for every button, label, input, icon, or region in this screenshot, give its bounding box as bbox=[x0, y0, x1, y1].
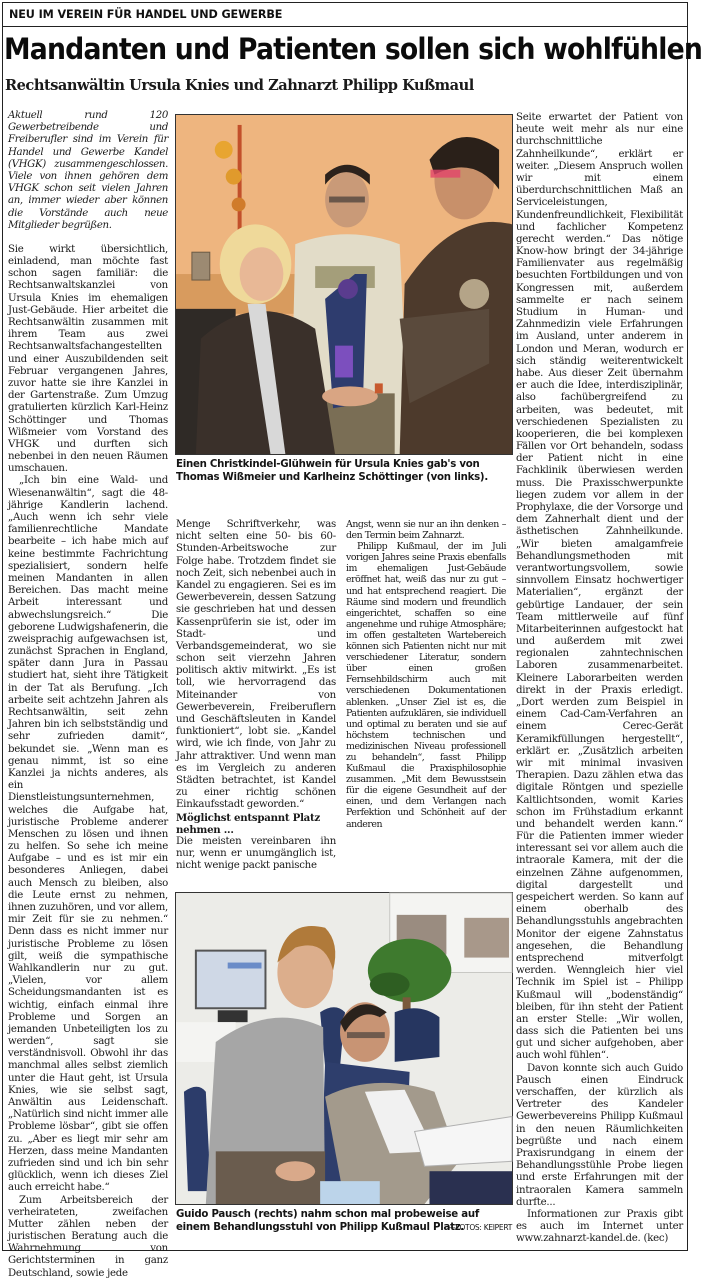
kicker-text: NEU IM VEREIN FÜR HANDEL UND GEWERBE bbox=[9, 8, 283, 21]
body-paragraph: Informationen zur Praxis gibt es auch im Internet unter www.zahnarzt-kandel.de. (kec) bbox=[516, 1208, 683, 1245]
intro-paragraph: Aktuell rund 120 Gewerbetreibende und Freiberufler sind im Verein für Handel und Gewerbe Kandel (VHGK) zusammengeschlossen. Viele von ihnen gehören dem VHGK schon seit vielen Jahren an, immer wieder aber können die Vorstände auch neue Mitglieder begrüßen. bbox=[8, 110, 168, 231]
subheading: Möglichst entspannt Platz nehmen ... bbox=[176, 811, 321, 836]
column-2 bbox=[176, 519, 336, 872]
body-paragraph: Die meisten vereinbaren ihn nur, wenn er unumgänglich ist, nicht wenige packt panische bbox=[176, 835, 336, 872]
body-paragraph: Angst, wenn sie nur an ihn denken – den Termin beim Zahnarzt. bbox=[346, 519, 506, 542]
body-paragraph: „Ich bin eine Wald- und Wiesenanwältin“, sagt die 48-jährige Kandlerin lachend. „Auch wenn ich sehr viele familienrechtliche Mandate bearbeite – ich habe mich auf keine bestimmte Fachrichtung spezialisiert, sondern helfe meinen Mandanten in allen Bereichen. Das macht meine Arbeit interessant und abwechslungsreich.“ Die geborene Ludwigshafenerin, die zweisprachig aufgewachsen ist, zunächst Sprachen in England, später dann Jura in Passau studiert hat, sieht ihre Tätigkeit in der Tat als Berufung. „Ich arbeite seit achtzehn Jahren als Rechtsanwältin, seit zehn Jahren bin ich selbstständig und sehr zufrieden damit“, bekundet sie. „Wenn man es genau nimmt, ist so eine Kanzlei ja nichts anderes, als ein Dienstleistungsunternehmen, welches die Aufgabe hat, juristische Probleme anderer Menschen zu lösen und ihnen zu helfen. So sehe ich meine Aufgabe – und es ist mir ein besonderes Anliegen, dabei auch Mensch zu bleiben, also die Leute ernst zu nehmen, ihnen zuzuhören, und vor allem, mir Zeit für sie zu nehmen.“ Denn dass es nicht immer nur juristische Probleme zu lösen gilt, weiß die sympathische Wahlkandlerin nur zu gut. „Vielen, vor allem Scheidungsmandanten ist es wichtig, einfach einmal ihre Probleme und Sorgen an jemanden Unbeteiligten los zu werden“, sagt sie verständnisvoll. Obwohl ihr das manchmal alles selbst ziemlich unter die Haut geht, ist Ursula Knies, wie sie selbst sagt, Anwältin aus Leidenschaft. „Natürlich sind nicht immer alle Probleme lösbar“, gibt sie offen zu. „Aber es liegt mir sehr am Herzen, dass meine Mandanten zufrieden sind und ich bin sehr glücklich, wenn ich dieses Ziel auch erreicht habe.“ bbox=[8, 475, 169, 1194]
body-paragraph: Seite erwartet der Patient von heute weit mehr als nur eine durchschnittliche Zahnheilkunde“, erklärt er weiter. „Diesem Anspruch wollen wir mit einem überdurchschnittlichen Maß an Serviceleistungen, Kundenfreundlichkeit, Flexibilität und fachlicher Kompetenz gerecht werden.“ Das nötige Know-how bringt der 34-jährige Familienvater aus regelmäßig besuchten Fortbildungen und von Kongressen mit, außerdem sammelte er nach seinem Studium in Human- und Zahnmedizin viele Erfahrungen im Ausland, unter anderem in London und Meran, wodurch er sich ständig weiterentwickelt habe. Aus dieser Zeit übernahm er auch die Idee, interdisziplinär, also fachübergreifend zu arbeiten, was bedeutet, mit verschiedenen Spezialisten zu kooperieren, die bei komplexen Fällen vor Ort behandeln, sodass der Patient nicht in eine Fachklinik überwiesen werden muss. Die Praxisschwerpunkte liegen zudem vor allem in der Prophylaxe, die der Vorsorge und dem Zahnerhalt dient und der ästhetischen Zahnheilkunde. „Wir bieten amalgamfreie Behandlungsmethoden mit verantwortungsvollem, sowie sinnvollem Einsatz hochwertiger Materialien“, ergänzt der gebürtige Landauer, der sein Team mittlerweile auf fünf Mitarbeiterinnen aufgestockt hat und außerdem mit zwei regionalen zahntechnischen Laboren zusammenarbeitet. Kleinere Laborarbeiten werden direkt in der Praxis erledigt. „Dort werden zum Beispiel in einem Cad-Cam-Verfahren an einem Cerec-Gerät Keramikfüllungen hergestellt“, erklärt er. „Zusätzlich arbeiten wir mit minimal invasiven Therapien. Dazu zählen etwa das digitale Röntgen und spezielle Kaltlichtsonden, womit Karies schon im Frühstadium erkannt und behandelt werden kann.“ Für die Patienten immer wieder interessant sei vor allem auch die intraorale Kamera, mit der die einzelnen Zähne aufgenommen, digital dargestellt und gespeichert werden. So kann auf einem oberhalb des Behandlungsstuhls angebrachten Monitor der eigene Zahnstatus angesehen, die Behandlung entsprechend mitverfolgt werden. Wenngleich hier viel Technik im Spiel ist – Philipp Kußmaul will „bodenständig“ bleiben, für ihn steht der Patient an erster Stelle: „Wir wollen, dass sich die Patienten bei uns gut und sicher aufgehoben, aber auch wohl fühlen“. bbox=[516, 112, 683, 1062]
section-kicker bbox=[3, 3, 687, 27]
photo-2-caption bbox=[176, 1209, 513, 1234]
photo-2-caption-text: Guido Pausch (rechts) nahm schon mal probeweise auf einem Behandlungsstuhl von Philipp Kußmaul Platz. bbox=[176, 1209, 480, 1233]
body-paragraph: Philipp Kußmaul, der im Juli vorigen Jahres seine Praxis ebenfalls im ehemaligen Just-Gebäude eröffnet hat, weiß das nur zu gut – und hat entsprechend reagiert. Die Räume sind modern und freundlich eingerichtet, schaffen so eine angenehme und ruhige Atmosphäre; im offen gestalteten Wartebereich können sich Patienten nicht nur mit verschiedener Literatur, sondern über einen großen Fernsehbildschirm auch mit verschiedenen Dokumentationen ablenken. „Unser Ziel ist es, die Patienten aufzuklären, sie individuell und optimal zu beraten und sie auf höchstem technischen und medizinischen Niveau professionell zu behandeln“, fasst Philipp Kußmaul die Praxisphilosophie zusammen. „Mit dem Bewusstsein für die eigene Gesundheit auf der einen, und dem Verlangen nach Perfektion und Schönheit auf der anderen bbox=[346, 541, 506, 830]
photo-2-image bbox=[176, 893, 512, 1204]
body-paragraph: Davon konnte sich auch Guido Pausch einen Eindruck verschaffen, der kürzlich als Vertreter des Kandeler Gewerbevereins Philipp Kußmaul in den neuen Räumlichkeiten begrüßte und nach einem Praxisrundgang in einem der Behandlungsstühle Probe liegen und erste Erfahrungen mit der intraoralen Kamera sammeln durfte... bbox=[516, 1062, 683, 1208]
body-paragraph: Zum Arbeitsbereich der verheirateten, zweifachen Mutter zählen neben der juristischen Beratung auch die Wahrnehmung von Gerichtsterminen in ganz Deutschland, sowie jede bbox=[8, 1194, 168, 1279]
photo-1-caption: Einen Christkindel-Glühwein für Ursula Knies gab's von Thomas Wißmeier und Karlheinz Schöttinger (von links). bbox=[176, 459, 488, 483]
photo-1-image bbox=[176, 115, 512, 454]
body-paragraph: Menge Schriftverkehr, was nicht selten eine 50- bis 60-Stunden-Arbeitswoche zur Folge habe. Trotzdem findet sie noch Zeit, sich nebenbei auch in Kandel zu engagieren. Sei es im Gewerbeverein, dessen Satzung sie geschrieben hat und dessen Kassenprüferin sie ist, oder im Stadt- und Verbandsgemeinderat, wo sie schon seit vierzehn Jahren politisch aktiv mitwirkt. „Es ist toll, wie hervorragend das Miteinander von Gewerbeverein, Freiberuflern und Geschäftsleuten in Kandel funktioniert“, lobt sie. „Kandel wird, wie ich finde, von Jahr zu Jahr attraktiver. Und wenn man es im Vergleich zu anderen Städten betrachtet, ist Kandel zu einer richtig schönen Einkaufsstadt geworden.“ bbox=[176, 519, 336, 811]
column-1 bbox=[8, 110, 168, 1280]
photo-gluehwein-handover bbox=[175, 114, 513, 455]
subheadline: Rechtsanwältin Ursula Knies und Zahnarzt Philipp Kußmaul bbox=[5, 76, 474, 94]
body-paragraph: Sie wirkt übersichtlich, einladend, man möchte fast schon sagen familiär: die Rechtsanwaltskanzlei von Ursula Knies im ehemaligen Just-Gebäude. Hier arbeitet die Rechtsanwältin zusammen mit ihrem Team aus zwei Rechtsanwaltsfachangestellten und einer Auszubildenden seit Februar vergangenen Jahres, zuvor hatte sie ihre Kanzlei in der Gartenstraße. Zum Umzug gratulierten kürzlich Karl-Heinz Schöttinger und Thomas Wißmeier vom Vorstand des VHGK und durften sich nebenbei in den neuen Räumen umschauen. bbox=[8, 243, 168, 475]
column-3 bbox=[346, 519, 506, 830]
column-4 bbox=[516, 112, 683, 1245]
photo-credit: —FOTOS: KEIPERT bbox=[448, 1222, 512, 1232]
photo-dental-chair bbox=[175, 892, 513, 1205]
headline: Mandanten und Patienten sollen sich wohlfühlen bbox=[4, 32, 702, 66]
